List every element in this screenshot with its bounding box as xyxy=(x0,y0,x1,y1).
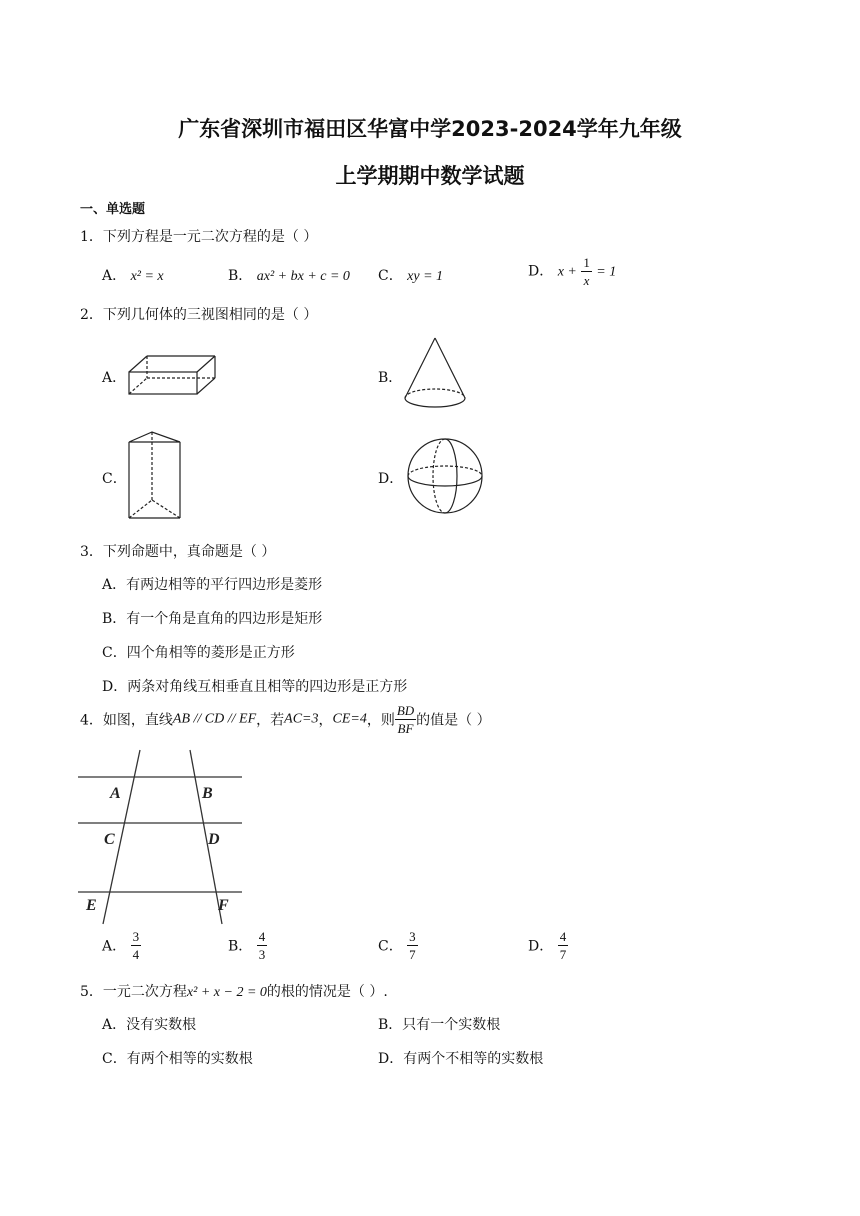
q4-text-ac: AC=3 xyxy=(284,711,319,727)
triangular-prism-icon xyxy=(126,430,184,522)
q5-text-post: 的根的情况是（ ）. xyxy=(266,984,388,1000)
q1-option-a-label: A． xyxy=(102,268,127,284)
cone-icon xyxy=(402,336,468,412)
q1-option-b-label: B． xyxy=(228,268,253,284)
q1-option-d-numerator: 1 xyxy=(583,255,590,270)
q4-option-a-num: 3 xyxy=(132,929,140,944)
question-1-text: 1．下列方程是一元二次方程的是（ ） xyxy=(80,229,318,245)
q5-option-a: A．没有实数根 xyxy=(102,1017,197,1033)
q1-option-a xyxy=(102,265,164,285)
q1-option-d xyxy=(528,256,616,287)
q4-text-then: ，则 xyxy=(366,712,395,729)
figure-label-d: D xyxy=(208,831,220,848)
q4-option-b-num: 4 xyxy=(258,929,266,944)
question-4-text xyxy=(80,704,491,735)
figure-label-a: A xyxy=(110,785,121,802)
q4-fraction-num: BD xyxy=(396,703,415,718)
q2-option-c-label: C． xyxy=(102,471,127,487)
q4-option-d-fraction xyxy=(558,930,569,961)
q4-option-a-den: 4 xyxy=(132,947,140,962)
q1-option-c-math: xy = 1 xyxy=(407,269,444,284)
q1-option-d-fraction xyxy=(581,256,592,287)
q3-option-d: D．两条对角线互相垂直且相等的四边形是正方形 xyxy=(102,679,408,695)
q4-text-pre: 4．如图，直线 xyxy=(80,712,173,729)
q4-fraction-den: BF xyxy=(397,721,414,736)
q4-option-d-den: 7 xyxy=(559,947,567,962)
page-title-line2: 上学期期中数学试题 xyxy=(335,164,525,188)
q1-option-d-suffix: = 1 xyxy=(596,264,617,280)
q4-option-a-label: A． xyxy=(102,938,127,955)
q5-text-pre: 5．一元二次方程 xyxy=(80,984,187,1000)
q4-option-a-fraction xyxy=(131,930,142,961)
question-2-text: 2．下列几何体的三视图相同的是（ ） xyxy=(80,307,318,323)
q1-option-d-prefix: x + xyxy=(557,264,577,280)
q4-option-d xyxy=(528,930,568,961)
q4-fraction xyxy=(395,704,416,735)
q4-text-mid: ，若 xyxy=(256,712,285,729)
q4-text-ce: CE=4 xyxy=(332,711,367,727)
q1-option-d-denominator: x xyxy=(583,273,590,288)
q1-option-a-math: x² = x xyxy=(130,269,164,284)
cuboid-icon xyxy=(126,352,220,396)
q3-option-b: B．有一个角是直角的四边形是矩形 xyxy=(102,611,323,627)
q4-option-b xyxy=(228,930,267,961)
q3-option-c: C．四个角相等的菱形是正方形 xyxy=(102,645,295,661)
q3-option-a: A．有两边相等的平行四边形是菱形 xyxy=(102,577,323,593)
q1-option-d-label: D． xyxy=(528,263,554,280)
q4-option-c-fraction xyxy=(407,930,418,961)
q4-option-c xyxy=(378,930,418,961)
question-3-text: 3．下列命题中，真命题是（ ） xyxy=(80,544,276,560)
q5-equation: x² + x − 2 = 0 xyxy=(186,985,267,1000)
q2-option-a-label: A． xyxy=(102,370,127,386)
page-title-line1: 广东省深圳市福田区华富中学2023-2024学年九年级 xyxy=(178,117,682,141)
q1-option-c xyxy=(378,265,443,285)
q4-text-sep: ， xyxy=(318,712,333,729)
question-5-text xyxy=(80,981,388,1001)
q4-text-post: 的值是（ ） xyxy=(416,712,491,729)
q1-option-b-math: ax² + bx + c = 0 xyxy=(256,269,350,284)
q4-option-b-fraction xyxy=(257,930,268,961)
q4-option-c-num: 3 xyxy=(409,929,416,944)
q4-text-lines: AB // CD // EF xyxy=(172,711,257,727)
figure-label-b: B xyxy=(202,785,213,802)
q4-option-c-den: 7 xyxy=(409,947,416,962)
q4-option-d-label: D． xyxy=(528,938,554,955)
figure-label-f: F xyxy=(218,897,229,914)
sphere-icon xyxy=(404,436,486,516)
figure-label-e: E xyxy=(86,897,97,914)
q4-option-b-den: 3 xyxy=(258,947,266,962)
q2-option-d-label: D． xyxy=(378,471,404,487)
q5-option-c: C．有两个相等的实数根 xyxy=(102,1051,253,1067)
figure-label-c: C xyxy=(104,831,115,848)
parallel-lines-figure xyxy=(76,748,246,926)
q1-option-b xyxy=(228,265,350,285)
q2-option-b-label: B． xyxy=(378,370,403,386)
q5-option-d: D．有两个不相等的实数根 xyxy=(378,1051,544,1067)
q4-option-a xyxy=(102,930,141,961)
q4-option-c-label: C． xyxy=(378,938,403,955)
section-heading: 一、单选题 xyxy=(80,202,146,217)
q4-option-d-num: 4 xyxy=(559,929,567,944)
q5-option-b: B．只有一个实数根 xyxy=(378,1017,501,1033)
q1-option-c-label: C． xyxy=(378,268,403,284)
q4-option-b-label: B． xyxy=(228,938,253,955)
